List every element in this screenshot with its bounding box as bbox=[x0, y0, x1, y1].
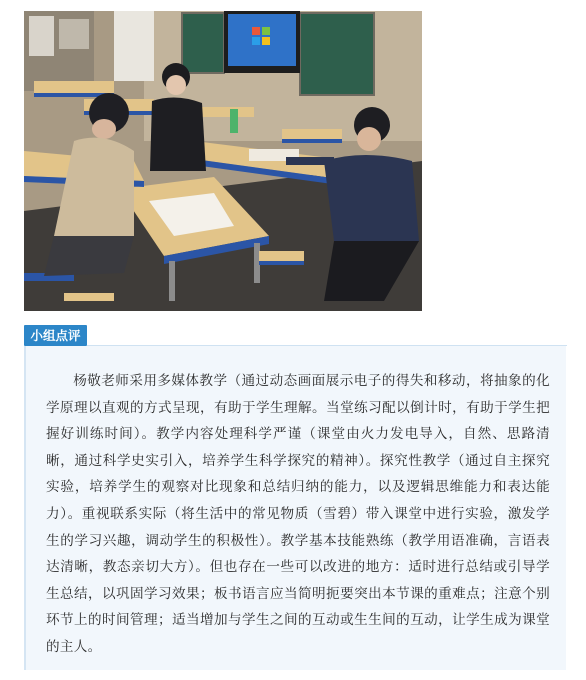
section-tag: 小组点评 bbox=[24, 325, 87, 346]
classroom-photo bbox=[24, 11, 422, 311]
comment-box bbox=[24, 346, 566, 670]
classroom-photo-illustration bbox=[24, 11, 422, 311]
comment-text: 杨敬老师采用多媒体教学（通过动态画面展示电子的得失和移动，将抽象的化学原理以直观的方式呈现，有助于学生理解。当堂练习配以倒计时，有助于学生把握好训练时间）。教学内容处理科学严谨（课堂由火力发电导入，自然、思路清晰，通过科学史实引入，培养学生科学探究的精神）。探究性教学（通过自主探究实验，培养学生的观察对比现象和总结归纳的能力，以及逻辑思维能力和表达能力）。重视联系实际（将生活中的常见物质（雪碧）带入课堂中进行实验，激发学生的学习兴趣，调动学生的积极性）。教学基本技能熟练（教学用语准确，言语表达清晰，教态亲切大方）。但也存在一些可以改进的地方：适时进行总结或引导学生总结，以巩固学习效果；板书语言应当简明扼要突出本节课的重难点；注意个别环节上的时间管理；适当增加与学生之间的互动或生生间的互动，让学生成为课堂的主人。 bbox=[46, 373, 550, 655]
